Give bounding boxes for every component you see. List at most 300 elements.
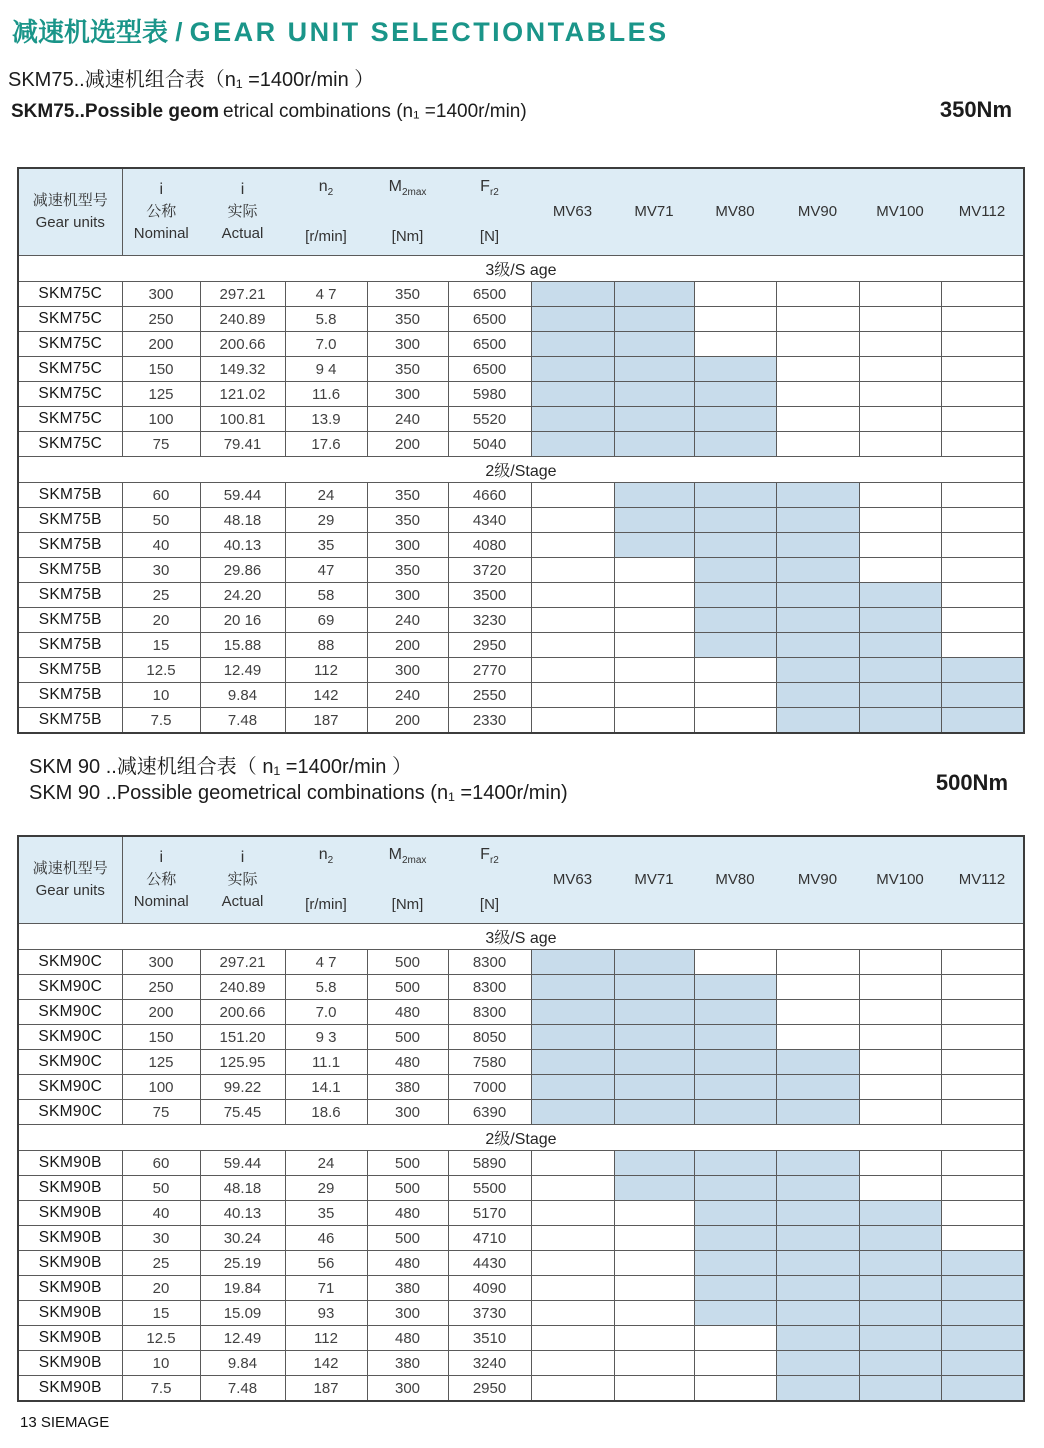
gear-table-skm75 bbox=[17, 167, 1025, 734]
mv-cell-mv100 bbox=[859, 708, 941, 734]
cell-model: SKM75B bbox=[18, 708, 122, 734]
mv-cell-mv71 bbox=[614, 533, 694, 558]
cell-n2: 187 bbox=[285, 1376, 367, 1402]
header-mid bbox=[285, 204, 367, 226]
cell-model: SKM90B bbox=[18, 1326, 122, 1351]
cell-nominal: 150 bbox=[122, 1025, 200, 1050]
table-row bbox=[18, 1251, 1024, 1276]
cell-actual: 48.18 bbox=[200, 508, 285, 533]
cell-fr2: 2950 bbox=[448, 633, 531, 658]
table-header bbox=[18, 836, 1024, 924]
cell-model: SKM75B bbox=[18, 583, 122, 608]
stage-band-label: 3级/S age bbox=[18, 256, 1024, 282]
cell-model: SKM90B bbox=[18, 1251, 122, 1276]
mv-cell-mv71 bbox=[614, 708, 694, 734]
stage-band-row bbox=[18, 1125, 1024, 1151]
mv-cell-mv100 bbox=[859, 583, 941, 608]
cell-model: SKM75C bbox=[18, 307, 122, 332]
cell-n2: 69 bbox=[285, 608, 367, 633]
cell-fr2: 7000 bbox=[448, 1075, 531, 1100]
mv-cell-mv80 bbox=[694, 1201, 776, 1226]
cell-actual: 9.84 bbox=[200, 1351, 285, 1376]
cell-m2max: 480 bbox=[367, 1326, 448, 1351]
cell-nominal: 20 bbox=[122, 1276, 200, 1301]
cell-n2: 46 bbox=[285, 1226, 367, 1251]
cell-nominal: 60 bbox=[122, 1151, 200, 1176]
cell-model: SKM90C bbox=[18, 1025, 122, 1050]
page-title-zh: 减速机选型表 / bbox=[12, 17, 190, 47]
cell-m2max: 300 bbox=[367, 658, 448, 683]
mv-cell-mv100 bbox=[859, 432, 941, 457]
header-unit: [Nm] bbox=[391, 896, 424, 914]
cell-actual: 40.13 bbox=[200, 1201, 285, 1226]
cell-actual: 121.02 bbox=[200, 382, 285, 407]
header-mv-label: MV71 bbox=[634, 203, 674, 220]
mv-cell-mv112 bbox=[941, 282, 1024, 307]
header-unit: Nominal bbox=[133, 225, 189, 242]
cell-nominal: 7.5 bbox=[122, 708, 200, 734]
cell-model: SKM75B bbox=[18, 533, 122, 558]
cell-nominal: 20 bbox=[122, 608, 200, 633]
mv-cell-mv80 bbox=[694, 1000, 776, 1025]
header-col-N bbox=[448, 168, 531, 256]
cell-nominal: 60 bbox=[122, 483, 200, 508]
mv-cell-mv63 bbox=[531, 708, 614, 734]
cell-m2max: 500 bbox=[367, 950, 448, 975]
mv-cell-mv90 bbox=[776, 382, 859, 407]
mv-cell-mv90 bbox=[776, 1050, 859, 1075]
mv-cell-mv112 bbox=[941, 1050, 1024, 1075]
page-title bbox=[12, 12, 669, 49]
mv-cell-mv63 bbox=[531, 1351, 614, 1376]
header-symbol: $M_{2max}$ bbox=[388, 845, 427, 867]
cell-nominal: 30 bbox=[122, 558, 200, 583]
table-row bbox=[18, 508, 1024, 533]
mv-cell-mv63 bbox=[531, 1326, 614, 1351]
cell-m2max: 300 bbox=[367, 332, 448, 357]
mv-cell-mv80 bbox=[694, 1151, 776, 1176]
mv-cell-mv112 bbox=[941, 950, 1024, 975]
mv-cell-mv90 bbox=[776, 1100, 859, 1125]
mv-cell-mv100 bbox=[859, 1376, 941, 1402]
table-body bbox=[18, 924, 1024, 1402]
skm75-subtitle-en bbox=[11, 101, 527, 123]
cell-fr2: 5170 bbox=[448, 1201, 531, 1226]
mv-cell-mv80 bbox=[694, 1176, 776, 1201]
cell-nominal: 30 bbox=[122, 1226, 200, 1251]
header-unit: [Nm] bbox=[391, 228, 424, 246]
cell-model: SKM90C bbox=[18, 1050, 122, 1075]
cell-actual: 48.18 bbox=[200, 1176, 285, 1201]
cell-m2max: 300 bbox=[367, 1376, 448, 1402]
cell-model: SKM75B bbox=[18, 633, 122, 658]
cell-actual: 7.48 bbox=[200, 1376, 285, 1402]
mv-cell-mv80 bbox=[694, 1301, 776, 1326]
mv-cell-mv63 bbox=[531, 950, 614, 975]
header-col-Nominal bbox=[122, 836, 200, 924]
stage-band-row bbox=[18, 256, 1024, 282]
header-symbol: i bbox=[240, 181, 245, 198]
mv-cell-mv90 bbox=[776, 307, 859, 332]
header-mv-label: MV80 bbox=[715, 871, 755, 888]
cell-fr2: 4090 bbox=[448, 1276, 531, 1301]
mv-cell-mv71 bbox=[614, 1025, 694, 1050]
mv-cell-mv63 bbox=[531, 1301, 614, 1326]
cell-actual: 59.44 bbox=[200, 1151, 285, 1176]
stage-band-row bbox=[18, 924, 1024, 950]
table-row bbox=[18, 558, 1024, 583]
cell-m2max: 480 bbox=[367, 1201, 448, 1226]
header-symbol: $F_{r2}$ bbox=[480, 845, 499, 867]
mv-cell-mv100 bbox=[859, 508, 941, 533]
cell-fr2: 5520 bbox=[448, 407, 531, 432]
header-mid bbox=[448, 204, 531, 226]
mv-cell-mv71 bbox=[614, 608, 694, 633]
mv-cell-mv71 bbox=[614, 407, 694, 432]
mv-cell-mv90 bbox=[776, 432, 859, 457]
mv-cell-mv90 bbox=[776, 332, 859, 357]
mv-cell-mv71 bbox=[614, 332, 694, 357]
table-row bbox=[18, 608, 1024, 633]
cell-model: SKM90B bbox=[18, 1176, 122, 1201]
cell-n2: 35 bbox=[285, 533, 367, 558]
mv-cell-mv80 bbox=[694, 1050, 776, 1075]
cell-m2max: 480 bbox=[367, 1251, 448, 1276]
mv-cell-mv100 bbox=[859, 1326, 941, 1351]
mv-cell-mv112 bbox=[941, 508, 1024, 533]
cell-nominal: 40 bbox=[122, 1201, 200, 1226]
mv-cell-mv112 bbox=[941, 1176, 1024, 1201]
mv-cell-mv71 bbox=[614, 1176, 694, 1201]
cell-fr2: 8300 bbox=[448, 1000, 531, 1025]
mv-cell-mv112 bbox=[941, 1100, 1024, 1125]
cell-fr2: 4660 bbox=[448, 483, 531, 508]
mv-cell-mv80 bbox=[694, 533, 776, 558]
header-col-rmin bbox=[285, 836, 367, 924]
table-row bbox=[18, 708, 1024, 734]
header-gear-units-zh: 减速机型号 bbox=[32, 192, 108, 209]
cell-m2max: 500 bbox=[367, 975, 448, 1000]
mv-cell-mv80 bbox=[694, 975, 776, 1000]
cell-n2: 71 bbox=[285, 1276, 367, 1301]
table-row bbox=[18, 683, 1024, 708]
mv-cell-mv90 bbox=[776, 1301, 859, 1326]
mv-cell-mv100 bbox=[859, 307, 941, 332]
mv-cell-mv90 bbox=[776, 1351, 859, 1376]
mv-cell-mv112 bbox=[941, 558, 1024, 583]
cell-model: SKM90B bbox=[18, 1276, 122, 1301]
mv-cell-mv112 bbox=[941, 608, 1024, 633]
mv-cell-mv90 bbox=[776, 558, 859, 583]
cell-m2max: 300 bbox=[367, 382, 448, 407]
skm90-torque-rating: 500Nm bbox=[935, 770, 1008, 795]
mv-cell-mv71 bbox=[614, 1151, 694, 1176]
mv-cell-mv80 bbox=[694, 583, 776, 608]
mv-cell-mv80 bbox=[694, 357, 776, 382]
cell-n2: 24 bbox=[285, 483, 367, 508]
mv-cell-mv112 bbox=[941, 382, 1024, 407]
mv-cell-mv63 bbox=[531, 483, 614, 508]
skm90-subtitle-en: SKM 90 ..Possible geometrical combinations (n₁ =1400r/min) bbox=[29, 782, 568, 804]
cell-m2max: 300 bbox=[367, 583, 448, 608]
mv-cell-mv90 bbox=[776, 1025, 859, 1050]
table-header bbox=[18, 168, 1024, 256]
table-row bbox=[18, 357, 1024, 382]
cell-m2max: 350 bbox=[367, 483, 448, 508]
mv-cell-mv90 bbox=[776, 950, 859, 975]
cell-nominal: 100 bbox=[122, 407, 200, 432]
cell-n2: 5.8 bbox=[285, 307, 367, 332]
mv-cell-mv63 bbox=[531, 357, 614, 382]
cell-model: SKM90B bbox=[18, 1201, 122, 1226]
cell-n2: 58 bbox=[285, 583, 367, 608]
header-unit: Actual bbox=[221, 893, 264, 910]
cell-n2: 112 bbox=[285, 1326, 367, 1351]
header-symbol: $n_2$ bbox=[318, 845, 334, 867]
skm90-table-container bbox=[17, 835, 1025, 1402]
header-mv100 bbox=[859, 836, 941, 924]
cell-actual: 20 16 bbox=[200, 608, 285, 633]
cell-nominal: 12.5 bbox=[122, 1326, 200, 1351]
cell-n2: 88 bbox=[285, 633, 367, 658]
mv-cell-mv90 bbox=[776, 407, 859, 432]
mv-cell-mv100 bbox=[859, 1351, 941, 1376]
mv-cell-mv71 bbox=[614, 658, 694, 683]
mv-cell-mv112 bbox=[941, 357, 1024, 382]
header-mv80 bbox=[694, 836, 776, 924]
mv-cell-mv63 bbox=[531, 508, 614, 533]
mv-cell-mv71 bbox=[614, 508, 694, 533]
cell-m2max: 350 bbox=[367, 558, 448, 583]
mv-cell-mv112 bbox=[941, 1376, 1024, 1402]
mv-cell-mv112 bbox=[941, 708, 1024, 734]
cell-m2max: 480 bbox=[367, 1050, 448, 1075]
mv-cell-mv100 bbox=[859, 1276, 941, 1301]
cell-fr2: 4340 bbox=[448, 508, 531, 533]
cell-n2: 24 bbox=[285, 1151, 367, 1176]
header-gear-units-zh: 减速机型号 bbox=[32, 860, 108, 877]
mv-cell-mv112 bbox=[941, 1025, 1024, 1050]
header-unit: Nominal bbox=[133, 893, 189, 910]
cell-actual: 15.88 bbox=[200, 633, 285, 658]
cell-fr2: 8300 bbox=[448, 975, 531, 1000]
mv-cell-mv112 bbox=[941, 975, 1024, 1000]
cell-n2: 142 bbox=[285, 1351, 367, 1376]
mv-cell-mv80 bbox=[694, 483, 776, 508]
cell-m2max: 300 bbox=[367, 1100, 448, 1125]
cell-n2: 7.0 bbox=[285, 1000, 367, 1025]
cell-nominal: 250 bbox=[122, 975, 200, 1000]
cell-fr2: 6500 bbox=[448, 332, 531, 357]
header-mv-label: MV71 bbox=[634, 871, 674, 888]
mv-cell-mv112 bbox=[941, 533, 1024, 558]
mv-cell-mv80 bbox=[694, 508, 776, 533]
header-unit: [N] bbox=[479, 228, 500, 246]
mv-cell-mv71 bbox=[614, 1075, 694, 1100]
cell-actual: 19.84 bbox=[200, 1276, 285, 1301]
mv-cell-mv90 bbox=[776, 508, 859, 533]
cell-actual: 151.20 bbox=[200, 1025, 285, 1050]
cell-actual: 30.24 bbox=[200, 1226, 285, 1251]
cell-fr2: 5500 bbox=[448, 1176, 531, 1201]
mv-cell-mv63 bbox=[531, 1376, 614, 1402]
mv-cell-mv90 bbox=[776, 633, 859, 658]
cell-actual: 100.81 bbox=[200, 407, 285, 432]
table-row bbox=[18, 583, 1024, 608]
mv-cell-mv112 bbox=[941, 1351, 1024, 1376]
cell-actual: 24.20 bbox=[200, 583, 285, 608]
header-mv100 bbox=[859, 168, 941, 256]
cell-m2max: 380 bbox=[367, 1276, 448, 1301]
mv-cell-mv100 bbox=[859, 1025, 941, 1050]
cell-m2max: 240 bbox=[367, 683, 448, 708]
cell-m2max: 240 bbox=[367, 608, 448, 633]
mv-cell-mv80 bbox=[694, 558, 776, 583]
cell-model: SKM90B bbox=[18, 1301, 122, 1326]
cell-nominal: 10 bbox=[122, 1351, 200, 1376]
table-row bbox=[18, 382, 1024, 407]
cell-m2max: 240 bbox=[367, 407, 448, 432]
mv-cell-mv80 bbox=[694, 683, 776, 708]
cell-model: SKM90C bbox=[18, 1100, 122, 1125]
cell-n2: 29 bbox=[285, 508, 367, 533]
table-row bbox=[18, 1326, 1024, 1351]
mv-cell-mv80 bbox=[694, 608, 776, 633]
cell-fr2: 5980 bbox=[448, 382, 531, 407]
skm75-subtitle-zh: SKM75..减速机组合表（n₁ =1400r/min ） bbox=[8, 69, 375, 91]
cell-actual: 149.32 bbox=[200, 357, 285, 382]
header-unit: [N] bbox=[479, 896, 500, 914]
cell-m2max: 500 bbox=[367, 1176, 448, 1201]
table-row bbox=[18, 1176, 1024, 1201]
cell-n2: 17.6 bbox=[285, 432, 367, 457]
mv-cell-mv100 bbox=[859, 1301, 941, 1326]
mv-cell-mv100 bbox=[859, 382, 941, 407]
mv-cell-mv63 bbox=[531, 407, 614, 432]
mv-cell-mv90 bbox=[776, 1226, 859, 1251]
header-mv-label: MV90 bbox=[797, 203, 838, 220]
header-mid: 公称 bbox=[146, 871, 177, 888]
cell-actual: 200.66 bbox=[200, 332, 285, 357]
table-row bbox=[18, 1301, 1024, 1326]
cell-model: SKM90B bbox=[18, 1151, 122, 1176]
cell-actual: 240.89 bbox=[200, 975, 285, 1000]
mv-cell-mv63 bbox=[531, 307, 614, 332]
mv-cell-mv80 bbox=[694, 432, 776, 457]
mv-cell-mv90 bbox=[776, 282, 859, 307]
mv-cell-mv63 bbox=[531, 432, 614, 457]
cell-model: SKM90C bbox=[18, 950, 122, 975]
cell-model: SKM75B bbox=[18, 558, 122, 583]
mv-cell-mv63 bbox=[531, 1100, 614, 1125]
stage-band-label: 2级/Stage bbox=[18, 457, 1024, 483]
cell-actual: 240.89 bbox=[200, 307, 285, 332]
cell-model: SKM90B bbox=[18, 1351, 122, 1376]
cell-fr2: 2950 bbox=[448, 1376, 531, 1402]
mv-cell-mv71 bbox=[614, 307, 694, 332]
mv-cell-mv112 bbox=[941, 1151, 1024, 1176]
mv-cell-mv100 bbox=[859, 950, 941, 975]
gear-table-skm90 bbox=[17, 835, 1025, 1402]
mv-cell-mv63 bbox=[531, 1201, 614, 1226]
mv-cell-mv80 bbox=[694, 1351, 776, 1376]
cell-actual: 12.49 bbox=[200, 1326, 285, 1351]
cell-nominal: 7.5 bbox=[122, 1376, 200, 1402]
cell-actual: 25.19 bbox=[200, 1251, 285, 1276]
cell-nominal: 25 bbox=[122, 583, 200, 608]
cell-n2: 35 bbox=[285, 1201, 367, 1226]
mv-cell-mv80 bbox=[694, 658, 776, 683]
cell-fr2: 6500 bbox=[448, 307, 531, 332]
mv-cell-mv63 bbox=[531, 382, 614, 407]
mv-cell-mv112 bbox=[941, 332, 1024, 357]
cell-fr2: 2770 bbox=[448, 658, 531, 683]
cell-fr2: 8300 bbox=[448, 950, 531, 975]
table-row bbox=[18, 633, 1024, 658]
mv-cell-mv100 bbox=[859, 357, 941, 382]
header-col-N bbox=[448, 836, 531, 924]
cell-n2: 56 bbox=[285, 1251, 367, 1276]
header-row bbox=[18, 836, 1024, 924]
header-mv80 bbox=[694, 168, 776, 256]
table-row bbox=[18, 1376, 1024, 1402]
cell-actual: 200.66 bbox=[200, 1000, 285, 1025]
cell-fr2: 3500 bbox=[448, 583, 531, 608]
cell-model: SKM90B bbox=[18, 1226, 122, 1251]
page-title-en: GEAR UNIT SELECTIONTABLES bbox=[189, 17, 669, 47]
header-mid bbox=[367, 204, 448, 226]
cell-n2: 9 4 bbox=[285, 357, 367, 382]
cell-fr2: 3510 bbox=[448, 1326, 531, 1351]
mv-cell-mv71 bbox=[614, 1100, 694, 1125]
header-col-Actual bbox=[200, 836, 285, 924]
mv-cell-mv112 bbox=[941, 307, 1024, 332]
header-symbol: $M_{2max}$ bbox=[388, 177, 427, 199]
cell-n2: 4 7 bbox=[285, 950, 367, 975]
cell-fr2: 6390 bbox=[448, 1100, 531, 1125]
cell-nominal: 125 bbox=[122, 1050, 200, 1075]
table-row bbox=[18, 1201, 1024, 1226]
cell-model: SKM75C bbox=[18, 432, 122, 457]
mv-cell-mv80 bbox=[694, 1025, 776, 1050]
cell-n2: 13.9 bbox=[285, 407, 367, 432]
mv-cell-mv112 bbox=[941, 658, 1024, 683]
cell-nominal: 300 bbox=[122, 282, 200, 307]
mv-cell-mv63 bbox=[531, 683, 614, 708]
header-unit: Actual bbox=[221, 225, 264, 242]
header-mid bbox=[285, 872, 367, 894]
cell-m2max: 350 bbox=[367, 357, 448, 382]
cell-actual: 79.41 bbox=[200, 432, 285, 457]
mv-cell-mv80 bbox=[694, 307, 776, 332]
cell-fr2: 7580 bbox=[448, 1050, 531, 1075]
header-mv112 bbox=[941, 836, 1024, 924]
mv-cell-mv71 bbox=[614, 432, 694, 457]
mv-cell-mv71 bbox=[614, 282, 694, 307]
cell-model: SKM75C bbox=[18, 282, 122, 307]
cell-actual: 29.86 bbox=[200, 558, 285, 583]
header-symbol: $F_{r2}$ bbox=[480, 177, 499, 199]
cell-m2max: 350 bbox=[367, 282, 448, 307]
cell-m2max: 350 bbox=[367, 508, 448, 533]
mv-cell-mv112 bbox=[941, 1000, 1024, 1025]
mv-cell-mv63 bbox=[531, 1075, 614, 1100]
header-mv71 bbox=[614, 836, 694, 924]
mv-cell-mv90 bbox=[776, 608, 859, 633]
cell-nominal: 40 bbox=[122, 533, 200, 558]
mv-cell-mv71 bbox=[614, 1326, 694, 1351]
mv-cell-mv80 bbox=[694, 282, 776, 307]
